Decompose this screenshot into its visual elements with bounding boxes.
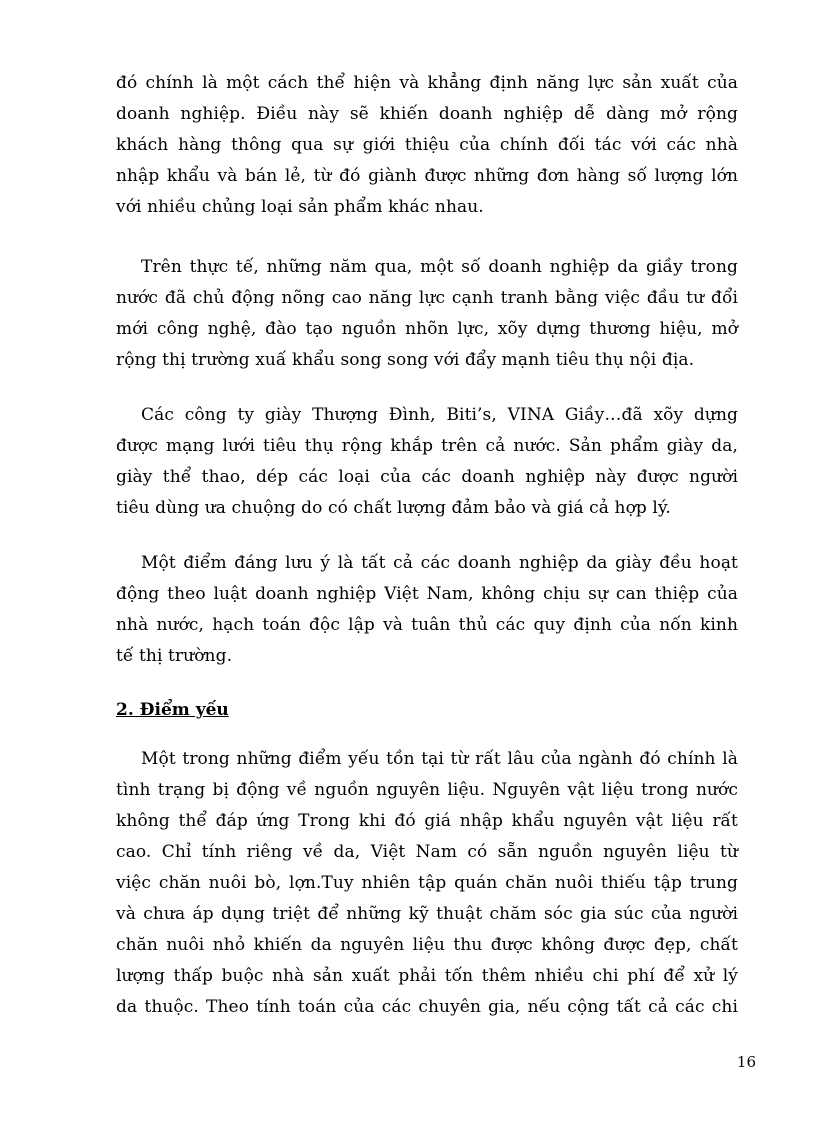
paragraph-4 [116,548,738,672]
paragraph-line: tế thị trường. [116,646,233,666]
paragraph-line: Một điểm đáng lưu ý là tất cả các doanh nghiệp da giày đều hoạt [141,553,738,573]
paragraph-line: được mạng lưới tiêu thụ rộng khắp trên cả nước. Sản phẩm giày da, [116,436,738,456]
paragraph-5 [116,744,738,1023]
paragraph-2 [116,252,738,376]
page-number: 16 [736,1053,756,1071]
paragraph-3 [116,400,738,524]
paragraph-line: chăn nuôi nhỏ khiến da nguyên liệu thu được không được đẹp, chất [116,935,738,955]
paragraph-line: nước đã chủ động nõng cao năng lực cạnh tranh bằng việc đầu tư đổi [116,288,738,308]
paragraph-line: Một trong những điểm yếu tồn tại từ rất lâu của ngành đó chính là [141,749,738,769]
paragraph-line: lượng thấp buộc nhà sản xuất phải tốn thêm nhiều chi phí để xử lý [116,966,738,986]
paragraph-line: và chưa áp dụng triệt để những kỹ thuật chăm sóc gia súc của người [116,904,738,924]
paragraph-line: nhà nước, hạch toán độc lập và tuân thủ các quy định của nốn kinh [116,615,738,635]
paragraph-line: cao. Chỉ tính riêng về da, Việt Nam có sẵn nguồn nguyên liệu từ [116,842,738,862]
paragraph-line: tiêu dùng ưa chuộng do có chất lượng đảm bảo và giá cả hợp lý. [116,498,671,518]
paragraph-line: Các công ty giày Thượng Đình, Biti’s, VINA Giầy…đã xõy dựng [141,405,738,425]
paragraph-line: mới công nghệ, đào tạo nguồn nhõn lực, xõy dựng thương hiệu, mở [116,319,738,339]
paragraph-line: rộng thị trường xuấ khẩu song song với đẩy mạnh tiêu thụ nội địa. [116,350,695,370]
section-heading: 2. Điểm yếu [116,700,229,720]
paragraph-line: tình trạng bị động về nguồn nguyên liệu. Nguyên vật liệu trong nước [116,780,738,800]
paragraph-line: doanh nghiệp. Điều này sẽ khiến doanh nghiệp dễ dàng mở rộng [116,104,738,124]
paragraph-line: đó chính là một cách thể hiện và khẳng định năng lực sản xuất của [116,73,738,93]
paragraph-line: Trên thực tế, những năm qua, một số doanh nghiệp da giầy trong [141,257,738,277]
paragraph-line: khách hàng thông qua sự giới thiệu của chính đối tác với các nhà [116,135,738,155]
paragraph-line: da thuộc. Theo tính toán của các chuyên gia, nếu cộng tất cả các chi [116,997,738,1017]
paragraph-line: giày thể thao, dép các loại của các doanh nghiệp này được người [116,467,738,487]
paragraph-1 [116,68,738,223]
paragraph-line: không thể đáp ứng Trong khi đó giá nhập khẩu nguyên vật liệu rất [116,811,738,831]
paragraph-line: với nhiều chủng loại sản phẩm khác nhau. [116,197,484,217]
paragraph-line: nhập khẩu và bán lẻ, từ đó giành được những đơn hàng số lượng lớn [116,166,738,186]
paragraph-line: động theo luật doanh nghiệp Việt Nam, không chịu sự can thiệp của [116,584,738,604]
paragraph-line: việc chăn nuôi bò, lợn.Tuy nhiên tập quán chăn nuôi thiếu tập trung [116,873,738,893]
